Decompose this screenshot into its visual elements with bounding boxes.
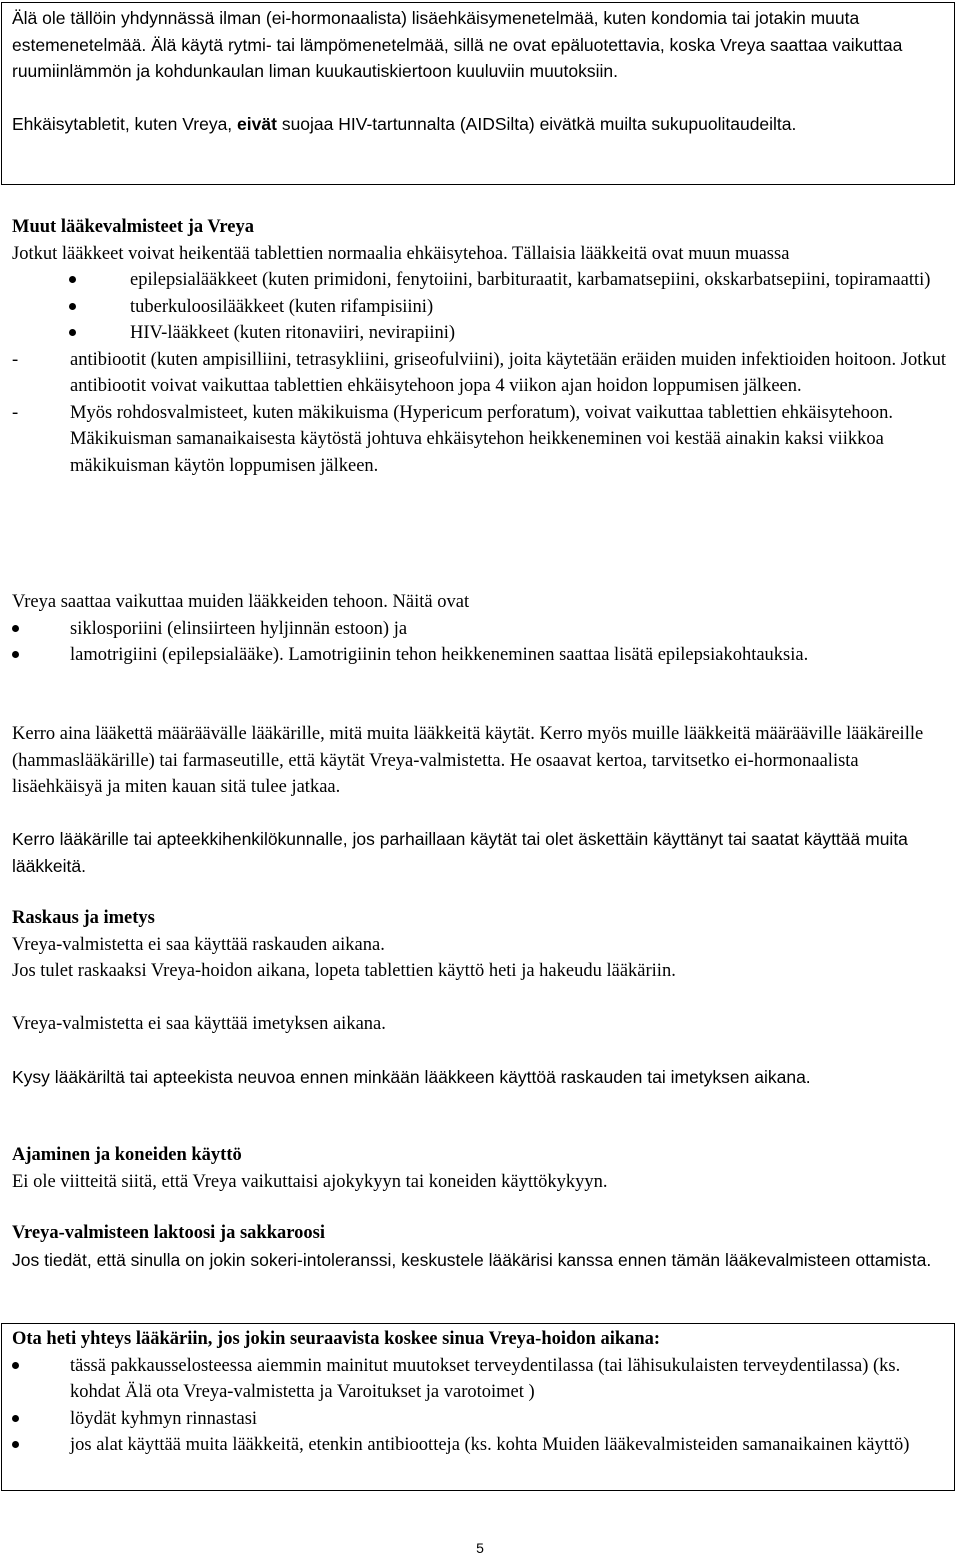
bullet-icon <box>12 651 19 658</box>
driving-section <box>12 1142 952 1195</box>
tell-pharmacy-paragraph: Kerro lääkärille tai apteekkihenkilökunnalle, jos parhaillaan käytät tai olet äskettäin käyttänyt tai saatat käyttää muita lääkkeitä. <box>12 829 908 876</box>
driving-heading: Ajaminen ja koneiden käyttö <box>12 1145 242 1165</box>
list-item-text: HIV-lääkkeet (kuten ritonaviiri, nevirapiini) <box>130 323 456 343</box>
list-item-text: jos alat käyttää muita lääkkeitä, etenkin antibiootteja (ks. kohta Muiden lääkevalmisteiden samanaikainen käyttö) <box>70 1435 910 1455</box>
lactose-section <box>12 1220 952 1273</box>
list-item-text: löydät kyhmyn rinnastasi <box>70 1408 258 1429</box>
tell-doctor-paragraph: Kerro aina lääkettä määräävälle lääkärille, mitä muita lääkkeitä käytät. Kerro myös muille lääkkeitä määrääville lääkäreille (hammaslääkärille) tai farmaseutille, että käytät Vreya-valmistetta. He osaavat kertoa, tarvitsetko ei-hormonaalista lisäehkäisyä ja miten kauan sitä tulee jatkaa. <box>12 724 924 797</box>
pregnancy-line: Jos tulet raskaaksi Vreya-hoidon aikana, lopeta tablettien käyttö heti ja hakeudu lääkäriin. <box>12 961 676 981</box>
effect-section <box>12 589 952 669</box>
list-item-text: Myös rohdosvalmisteet, kuten mäkikuisma (Hypericum perforatum), voivat vaikuttaa tablettien ehkäisytehoon. Mäkikuisman samanaikaisesta käytöstä johtuva ehkäisytehon heikkeneminen voi kestää ainakin kaksi viikkoa mäkikuisman käytön loppumisen jälkeen. <box>70 402 894 476</box>
bullet-icon <box>69 329 76 336</box>
hiv-text-bold: eivät <box>237 113 277 134</box>
list-item <box>12 294 952 321</box>
bullet-icon <box>12 1415 19 1422</box>
list-item <box>12 616 952 643</box>
interaction-bullet-list <box>12 267 952 347</box>
interactions-section <box>12 214 952 479</box>
effect-intro: Vreya saattaa vaikuttaa muiden lääkkeiden tehoon. Näitä ovat <box>12 592 470 612</box>
bullet-icon <box>12 1362 19 1369</box>
pregnancy-line: Vreya-valmistetta ei saa käyttää raskauden aikana. <box>12 934 385 955</box>
list-item-text: antibiootit (kuten ampisilliini, tetrasykliini, griseofulviini), joita käytetään eräiden muiden infektioiden hoitoon. Jotkut antibiootit voivat vaikuttaa tablettien ehkäisytehoon jopa 4 viikon ajan hoidon loppumisen jälkeen. <box>70 349 947 396</box>
pregnancy-heading: Raskaus ja imetys <box>12 908 155 928</box>
warning-box-top <box>1 2 955 185</box>
dash-item-herbal <box>12 400 952 480</box>
list-item-text: siklosporiini (elinsiirteen hyljinnän estoon) ja <box>70 618 408 639</box>
breastfeeding-line: Vreya-valmistetta ei saa käyttää imetyksen aikana. <box>12 1014 386 1034</box>
list-item-text: tässä pakkausselosteessa aiemmin mainitut muutokset terveydentilassa (tai lähisukulaisten terveydentilassa) (ks. kohdat Älä ota Vreya-valmistetta ja Varoitukset ja varotoimet ) <box>70 1355 901 1402</box>
pregnancy-section <box>12 905 952 985</box>
hiv-text-start: Ehkäisytabletit, kuten Vreya, <box>12 113 233 134</box>
lactose-text: Jos tiedät, että sinulla on jokin sokeri-intoleranssi, keskustele lääkärisi kanssa ennen tämän lääkevalmisteen ottamista. <box>12 1249 932 1270</box>
list-item-text: tuberkuloosilääkkeet (kuten rifampisiini) <box>130 296 434 317</box>
dash-marker: - <box>12 349 19 370</box>
list-item-text: lamotrigiini (epilepsialääke). Lamotrigiinin tehon heikkeneminen saattaa lisätä epilepsiakohtauksia. <box>70 645 809 665</box>
contact-doctor-heading: Ota heti yhteys lääkäriin, jos jokin seuraavista koskee sinua Vreya-hoidon aikana: <box>12 1329 661 1349</box>
bullet-icon <box>12 1441 19 1448</box>
list-item-text: epilepsialääkkeet (kuten primidoni, fenytoiini, barbituraatit, karbamatsepiini, okskarbatsepiini, topiramaatti) <box>130 270 931 290</box>
dash-marker: - <box>12 402 19 423</box>
list-item <box>12 642 952 669</box>
list-item <box>12 320 952 347</box>
list-item <box>12 1353 944 1406</box>
hiv-text-end: suojaa HIV-tartunnalta (AIDSilta) eivätkä muilta sukupuolitaudeilta. <box>281 113 797 134</box>
list-item <box>12 1406 944 1433</box>
lactose-heading: Vreya-valmisteen laktoosi ja sakkaroosi <box>12 1223 325 1243</box>
list-item <box>12 1432 944 1459</box>
hiv-protection-paragraph <box>12 111 944 138</box>
driving-text: Ei ole viitteitä siitä, että Vreya vaikuttaisi ajokykyyn tai koneiden käyttökykyyn. <box>12 1171 608 1192</box>
interactions-heading: Muut lääkevalmisteet ja Vreya <box>12 217 254 237</box>
warning-box-bottom <box>1 1323 955 1491</box>
barrier-method-paragraph: Älä ole tällöin yhdynnässä ilman (ei-hormonaalista) lisäehkäisymenetelmää, kuten kondomia tai jotakin muuta estemenetelmää. Älä käytä rytmi- tai lämpömenetelmää, sillä ne ovat epäluotettavia, koska Vreya saattaa vaikuttaa ruumiinlämmön ja kohdunkaulan liman kuukautiskiertoon kuuluviin muutoksiin. <box>12 8 903 81</box>
page-number: 5 <box>476 1540 484 1556</box>
bullet-icon <box>12 625 19 632</box>
list-item <box>12 267 952 294</box>
interactions-intro: Jotkut lääkkeet voivat heikentää tablettien normaalia ehkäisytehoa. Tällaisia lääkkeitä ovat muun muassa <box>12 243 790 264</box>
bullet-icon <box>69 303 76 310</box>
bullet-icon <box>69 276 76 283</box>
ask-advice-paragraph: Kysy lääkäriltä tai apteekista neuvoa ennen minkään lääkkeen käyttöä raskauden tai imetyksen aikana. <box>12 1067 811 1087</box>
dash-item-antibiotics <box>12 347 952 400</box>
